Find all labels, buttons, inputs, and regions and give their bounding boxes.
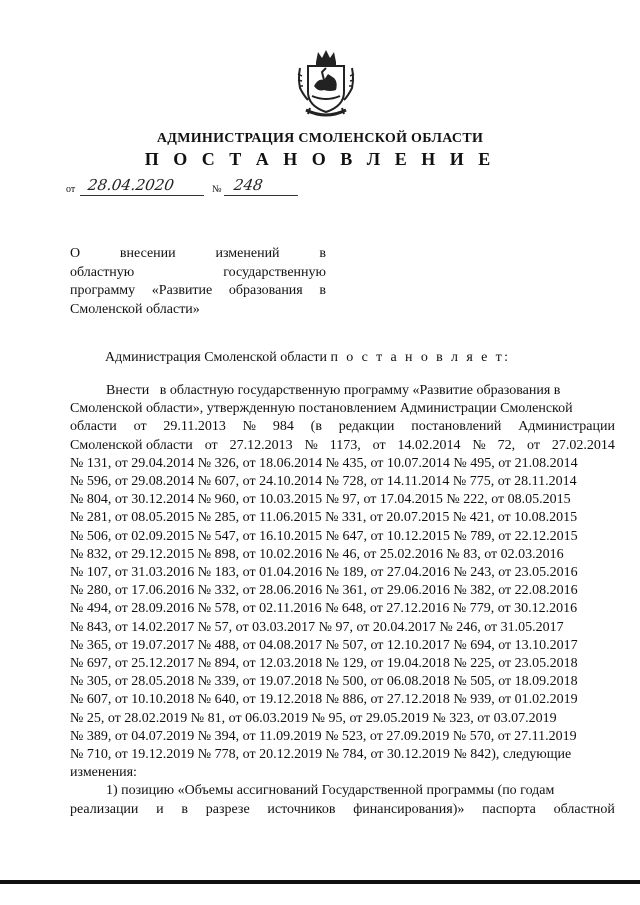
subject-line: Смоленской области» xyxy=(70,301,200,317)
body-line: № 389, от 04.07.2019 № 394, от 11.09.2019 № 523, от 27.09.2019 № 570, от 27.11.2019 xyxy=(70,728,577,744)
body-line: Внести в областную государственную программу «Развитие образования в xyxy=(106,383,561,398)
body-line: № 131, от 29.04.2014 № 326, от 18.06.2014 № 435, от 10.07.2014 № 495, от 21.08.2014 xyxy=(70,455,578,471)
number-prefix: № xyxy=(212,184,222,195)
date-prefix: от xyxy=(66,184,76,195)
body-line: изменения: xyxy=(70,765,137,781)
body-line: № 305, от 28.05.2018 № 339, от 19.07.2018 № 500, от 06.08.2018 № 505, от 18.09.2018 xyxy=(70,674,578,690)
organization-name: АДМИНИСТРАЦИЯ СМОЛЕНСКОЙ ОБЛАСТИ xyxy=(156,131,484,146)
body-line: № 107, от 31.03.2016 № 183, от 01.04.2016 № 189, от 27.04.2016 № 243, от 23.05.2016 xyxy=(70,565,578,581)
bottom-scan-border xyxy=(0,880,640,884)
document-body xyxy=(70,382,615,819)
preamble-keyword: п о с т а н о в л я е т: xyxy=(330,350,511,365)
subject-line: программу «Развитие образования в xyxy=(70,283,326,299)
body-line: № 832, от 29.12.2015 № 898, от 10.02.2016 № 46, от 25.02.2016 № 83, от 02.03.2016 xyxy=(70,546,564,562)
body-line: № 607, от 10.10.2018 № 640, от 19.12.2018 № 886, от 27.12.2018 № 939, от 01.02.2019 xyxy=(70,692,578,708)
body-line: № 843, от 14.02.2017 № 57, от 03.03.2017 № 97, от 20.04.2017 № 246, от 31.05.2017 xyxy=(70,619,564,635)
document-type-title: П О С Т А Н О В Л Е Н И Е xyxy=(144,149,496,169)
body-line: Смоленской области», утвержденную постановлением Администрации Смоленской xyxy=(70,401,573,417)
body-line: реализации и в разрезе источников финансирования)» паспорта областной xyxy=(70,801,615,817)
coat-of-arms-icon xyxy=(294,48,358,122)
body-line: области от 29.11.2013 № 984 (в редакции постановлений Администрации xyxy=(70,419,615,435)
number-handwritten-value: 248 xyxy=(232,176,264,194)
body-line: № 506, от 02.09.2015 № 547, от 16.10.2015 № 647, от 10.12.2015 № 789, от 22.12.2015 xyxy=(70,528,578,544)
body-line: № 25, от 28.02.2019 № 81, от 06.03.2019 № 95, от 29.05.2019 № 323, от 03.07.2019 xyxy=(70,710,557,726)
body-line: № 365, от 19.07.2017 № 488, от 04.08.2017 № 507, от 12.10.2017 № 694, от 13.10.2017 xyxy=(70,637,578,653)
document-date-number-row xyxy=(66,176,366,198)
body-line: Смоленской области от 27.12.2013 № 1173, от 14.02.2014 № 72, от 27.02.2014 xyxy=(70,437,615,453)
date-underline xyxy=(80,195,204,196)
document-subject xyxy=(70,245,326,319)
body-line: № 710, от 19.12.2019 № 778, от 20.12.2019 № 784, от 30.12.2019 № 842), следующие xyxy=(70,747,572,763)
body-line: № 280, от 17.06.2016 № 332, от 28.06.2016 № 361, от 29.06.2016 № 382, от 22.08.2016 xyxy=(70,583,578,599)
body-line: № 281, от 08.05.2015 № 285, от 11.06.2015 № 331, от 20.07.2015 № 421, от 10.08.2015 xyxy=(70,510,578,526)
body-line: № 697, от 25.12.2017 № 894, от 12.03.2018 № 129, от 19.04.2018 № 225, от 23.05.2018 xyxy=(70,656,578,672)
preamble-text: Администрация Смоленской области xyxy=(105,350,328,365)
subject-line: областную государственную xyxy=(70,264,326,280)
body-line: № 596, от 29.08.2014 № 607, от 24.10.2014 № 728, от 14.11.2014 № 775, от 28.11.2014 xyxy=(70,474,577,490)
preamble xyxy=(105,350,510,366)
body-line: № 494, от 28.09.2016 № 578, от 02.11.2016 № 648, от 27.12.2016 № 779, от 30.12.2016 xyxy=(70,601,578,617)
body-line: 1) позицию «Объемы ассигнований Государственной программы (по годам xyxy=(106,783,555,799)
body-line: № 804, от 30.12.2014 № 960, от 10.03.2015 № 97, от 17.04.2015 № 222, от 08.05.2015 xyxy=(70,492,571,508)
number-underline xyxy=(224,195,298,196)
date-handwritten-value: 28.04.2020 xyxy=(86,176,176,194)
subject-line: О внесении изменений в xyxy=(70,246,326,261)
